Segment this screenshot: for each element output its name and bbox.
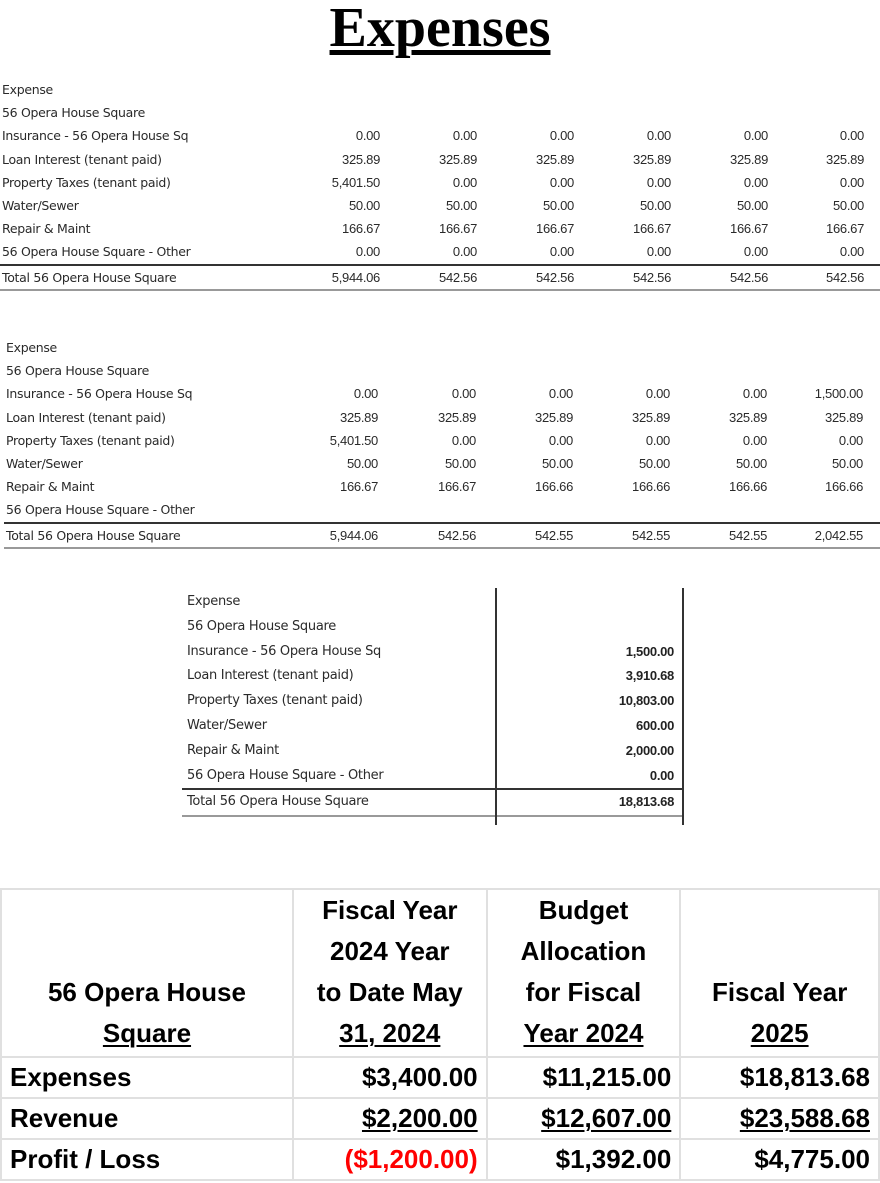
expense-value: 0.00 bbox=[452, 174, 477, 190]
expense-value: 166.66 bbox=[825, 479, 863, 495]
expense-value: 50.00 bbox=[541, 455, 573, 471]
expense-label: Water/Sewer bbox=[6, 455, 83, 471]
summary-row-label: Expenses bbox=[1, 1057, 293, 1098]
total-value: 542.56 bbox=[730, 269, 768, 285]
total-row bbox=[182, 788, 684, 817]
header-underlined-text: 2025 bbox=[750, 1018, 809, 1048]
summary-value-text: $3,400.00 bbox=[361, 1062, 478, 1092]
expense-value: 325.89 bbox=[340, 409, 378, 425]
monthly-expense-sheet-1 bbox=[0, 78, 880, 291]
expense-row bbox=[0, 124, 880, 147]
expense-value: 325.89 bbox=[438, 409, 476, 425]
expense-row bbox=[0, 194, 880, 217]
expense-value: 325.89 bbox=[633, 151, 671, 167]
expense-value: 0.00 bbox=[743, 174, 768, 190]
total-label: Total 56 Opera House Square bbox=[2, 269, 177, 285]
summary-value bbox=[487, 1098, 681, 1139]
summary-value-text: $18,813.68 bbox=[739, 1062, 870, 1092]
expense-value: 0.00 bbox=[549, 128, 574, 144]
expense-value: 166.67 bbox=[439, 221, 477, 237]
expense-label: 56 Opera House Square - Other bbox=[6, 502, 195, 518]
expense-value: 0.00 bbox=[452, 128, 477, 144]
expense-row bbox=[182, 664, 684, 689]
expense-value: 325.89 bbox=[535, 409, 573, 425]
expense-value: 0.00 bbox=[649, 767, 674, 783]
expense-value: 50.00 bbox=[346, 455, 378, 471]
expense-row bbox=[4, 429, 880, 452]
summary-value-text: $4,775.00 bbox=[754, 1144, 870, 1174]
expense-value: 50.00 bbox=[542, 197, 574, 213]
summary-value-text: $1,392.00 bbox=[555, 1144, 672, 1174]
expense-value: 1,500.00 bbox=[625, 643, 674, 659]
expense-row bbox=[4, 475, 880, 498]
total-value: 5,944.06 bbox=[329, 527, 378, 543]
expense-value: 0.00 bbox=[549, 174, 574, 190]
summary-value bbox=[293, 1057, 487, 1098]
summary-table bbox=[0, 888, 880, 1181]
expense-value: 0.00 bbox=[839, 128, 864, 144]
group-label: 56 Opera House Square bbox=[6, 363, 149, 379]
column-divider bbox=[682, 588, 684, 825]
summary-row-label: Revenue bbox=[1, 1098, 293, 1139]
expense-value: 325.89 bbox=[826, 151, 864, 167]
expense-value: 2,000.00 bbox=[625, 742, 674, 758]
expense-value: 325.89 bbox=[632, 409, 670, 425]
total-label: Total 56 Opera House Square bbox=[187, 794, 369, 810]
expense-value: 325.89 bbox=[342, 151, 380, 167]
summary-value bbox=[293, 1098, 487, 1139]
total-value: 542.56 bbox=[438, 527, 476, 543]
expense-label: Repair & Maint bbox=[6, 479, 95, 495]
expense-value: 325.89 bbox=[536, 151, 574, 167]
expense-value: 50.00 bbox=[444, 455, 476, 471]
expense-value: 50.00 bbox=[735, 455, 767, 471]
expense-value: 166.67 bbox=[536, 221, 574, 237]
summary-column-header bbox=[293, 889, 487, 1057]
group-label: 56 Opera House Square bbox=[187, 618, 336, 634]
expense-value: 325.89 bbox=[439, 151, 477, 167]
summary-row bbox=[1, 1139, 879, 1180]
expense-row bbox=[4, 382, 880, 405]
group-label: 56 Opera House Square bbox=[2, 105, 145, 121]
expense-label: Property Taxes (tenant paid) bbox=[6, 432, 175, 448]
header-line: Fiscal Year bbox=[322, 895, 458, 925]
expense-value: 0.00 bbox=[355, 244, 380, 260]
group-row bbox=[182, 615, 684, 640]
expense-value: 166.67 bbox=[438, 479, 476, 495]
expense-value: 50.00 bbox=[639, 197, 671, 213]
expense-row bbox=[182, 764, 684, 789]
summary-value bbox=[487, 1139, 681, 1180]
summary-header-row bbox=[1, 889, 879, 1057]
total-row bbox=[4, 522, 880, 549]
expense-row bbox=[0, 240, 880, 263]
page-title: Expenses bbox=[329, 0, 551, 59]
total-value: 542.56 bbox=[633, 269, 671, 285]
expense-value: 50.00 bbox=[831, 455, 863, 471]
monthly-expense-sheet-2 bbox=[4, 336, 880, 549]
summary-row bbox=[1, 1098, 879, 1139]
expense-label: 56 Opera House Square - Other bbox=[2, 244, 191, 260]
expense-value: 325.89 bbox=[729, 409, 767, 425]
total-value: 542.55 bbox=[729, 527, 767, 543]
summary-row-label: Profit / Loss bbox=[1, 1139, 293, 1180]
header-line-underlined bbox=[496, 1013, 672, 1054]
group-row bbox=[4, 359, 880, 382]
expense-row bbox=[0, 171, 880, 194]
expense-label: Water/Sewer bbox=[2, 197, 79, 213]
expense-row bbox=[4, 452, 880, 475]
expense-value: 50.00 bbox=[736, 197, 768, 213]
expense-value: 325.89 bbox=[825, 409, 863, 425]
total-row bbox=[0, 264, 880, 291]
summary-column-header bbox=[680, 889, 879, 1057]
sheet-header-row bbox=[4, 336, 880, 359]
total-value: 542.56 bbox=[826, 269, 864, 285]
sheet-header-row bbox=[182, 590, 684, 615]
expense-value: 600.00 bbox=[636, 717, 674, 733]
summary-value-text: $11,215.00 bbox=[542, 1062, 672, 1092]
expense-value: 166.66 bbox=[535, 479, 573, 495]
total-value: 542.55 bbox=[632, 527, 670, 543]
expense-label: Loan Interest (tenant paid) bbox=[6, 409, 166, 425]
expense-value: 0.00 bbox=[646, 128, 671, 144]
expense-value: 166.67 bbox=[342, 221, 380, 237]
expense-value: 50.00 bbox=[832, 197, 864, 213]
expense-value: 0.00 bbox=[838, 432, 863, 448]
header-underlined-text: Square bbox=[102, 1018, 192, 1048]
sheet-header-label: Expense bbox=[187, 594, 241, 609]
expense-value: 3,910.68 bbox=[625, 668, 674, 684]
expense-value: 0.00 bbox=[742, 432, 767, 448]
expense-label: Repair & Maint bbox=[2, 221, 91, 237]
annual-expense-sheet bbox=[182, 590, 684, 817]
expense-row bbox=[182, 714, 684, 739]
header-line: 56 Opera House bbox=[47, 977, 246, 1007]
summary-value bbox=[293, 1139, 487, 1180]
expense-row bbox=[182, 689, 684, 714]
expense-row bbox=[4, 406, 880, 429]
expense-label: 56 Opera House Square - Other bbox=[187, 767, 384, 783]
summary-value-text: $12,607.00 bbox=[541, 1103, 672, 1133]
summary-value-text: ($1,200.00) bbox=[344, 1144, 478, 1174]
expense-value: 166.67 bbox=[826, 221, 864, 237]
expense-value: 0.00 bbox=[451, 386, 476, 402]
sheet-header-label: Expense bbox=[2, 82, 53, 97]
expense-value: 0.00 bbox=[646, 244, 671, 260]
expense-label: Loan Interest (tenant paid) bbox=[187, 668, 354, 684]
total-value: 542.56 bbox=[536, 269, 574, 285]
summary-value-text: $23,588.68 bbox=[739, 1103, 870, 1133]
expense-label: Property Taxes (tenant paid) bbox=[2, 174, 171, 190]
expense-row bbox=[182, 640, 684, 665]
header-line-underlined bbox=[302, 1013, 478, 1054]
header-line: Allocation bbox=[520, 936, 647, 966]
expense-value: 0.00 bbox=[742, 386, 767, 402]
expense-value: 0.00 bbox=[839, 174, 864, 190]
expense-label: Repair & Maint bbox=[187, 742, 279, 758]
expense-value: 0.00 bbox=[743, 128, 768, 144]
header-line: to Date May bbox=[316, 977, 463, 1007]
group-row bbox=[0, 101, 880, 124]
expense-label: Insurance - 56 Opera House Sq bbox=[6, 386, 193, 402]
expense-value: 5,401.50 bbox=[331, 174, 380, 190]
expense-row bbox=[0, 217, 880, 240]
sheet-header-label: Expense bbox=[6, 340, 57, 355]
summary-row bbox=[1, 1057, 879, 1098]
expense-value: 50.00 bbox=[638, 455, 670, 471]
expense-value: 0.00 bbox=[645, 432, 670, 448]
expense-value: 50.00 bbox=[445, 197, 477, 213]
expense-value: 1,500.00 bbox=[814, 386, 863, 402]
expense-label: Water/Sewer bbox=[187, 717, 267, 733]
expense-row bbox=[0, 148, 880, 171]
expense-value: 0.00 bbox=[353, 386, 378, 402]
expense-value: 0.00 bbox=[839, 244, 864, 260]
header-line-underlined bbox=[10, 1013, 284, 1054]
expense-value: 166.67 bbox=[340, 479, 378, 495]
header-underlined-text: 31, 2024 bbox=[339, 1018, 441, 1048]
summary-value-text: $2,200.00 bbox=[361, 1103, 478, 1133]
total-value: 542.56 bbox=[439, 269, 477, 285]
expense-value: 0.00 bbox=[646, 174, 671, 190]
expense-value: 325.89 bbox=[730, 151, 768, 167]
expense-value: 0.00 bbox=[451, 432, 476, 448]
expense-value: 0.00 bbox=[645, 386, 670, 402]
summary-value bbox=[680, 1098, 879, 1139]
total-label: Total 56 Opera House Square bbox=[6, 527, 181, 543]
expense-value: 0.00 bbox=[355, 128, 380, 144]
header-line-underlined bbox=[689, 1013, 870, 1054]
total-value: 18,813.68 bbox=[618, 794, 674, 810]
expense-value: 0.00 bbox=[548, 432, 573, 448]
header-line: Fiscal Year bbox=[711, 977, 848, 1007]
expense-value: 0.00 bbox=[743, 244, 768, 260]
expense-label: Loan Interest (tenant paid) bbox=[2, 151, 162, 167]
column-divider bbox=[495, 588, 497, 825]
expense-value: 166.67 bbox=[633, 221, 671, 237]
expense-value: 166.67 bbox=[730, 221, 768, 237]
header-underlined-text: Year 2024 bbox=[523, 1018, 644, 1048]
expense-row bbox=[182, 739, 684, 764]
total-value: 2,042.55 bbox=[814, 527, 863, 543]
expense-value: 166.66 bbox=[632, 479, 670, 495]
expense-label: Insurance - 56 Opera House Sq bbox=[2, 128, 189, 144]
summary-value bbox=[680, 1057, 879, 1098]
summary-value bbox=[487, 1057, 681, 1098]
expense-value: 50.00 bbox=[348, 197, 380, 213]
expense-value: 0.00 bbox=[452, 244, 477, 260]
expense-value: 5,401.50 bbox=[329, 432, 378, 448]
expense-row bbox=[4, 498, 880, 521]
total-value: 5,944.06 bbox=[331, 269, 380, 285]
total-value: 542.55 bbox=[535, 527, 573, 543]
expense-value: 0.00 bbox=[549, 244, 574, 260]
header-line: Budget bbox=[538, 895, 629, 925]
expense-value: 0.00 bbox=[548, 386, 573, 402]
summary-column-header bbox=[487, 889, 681, 1057]
expense-value: 166.66 bbox=[729, 479, 767, 495]
summary-column-header bbox=[1, 889, 293, 1057]
header-line: for Fiscal bbox=[525, 977, 642, 1007]
summary-value bbox=[680, 1139, 879, 1180]
expense-label: Property Taxes (tenant paid) bbox=[187, 693, 363, 709]
header-line: 2024 Year bbox=[330, 936, 450, 966]
expense-value: 10,803.00 bbox=[618, 693, 674, 709]
expense-label: Insurance - 56 Opera House Sq bbox=[187, 643, 382, 659]
sheet-header-row bbox=[0, 78, 880, 101]
